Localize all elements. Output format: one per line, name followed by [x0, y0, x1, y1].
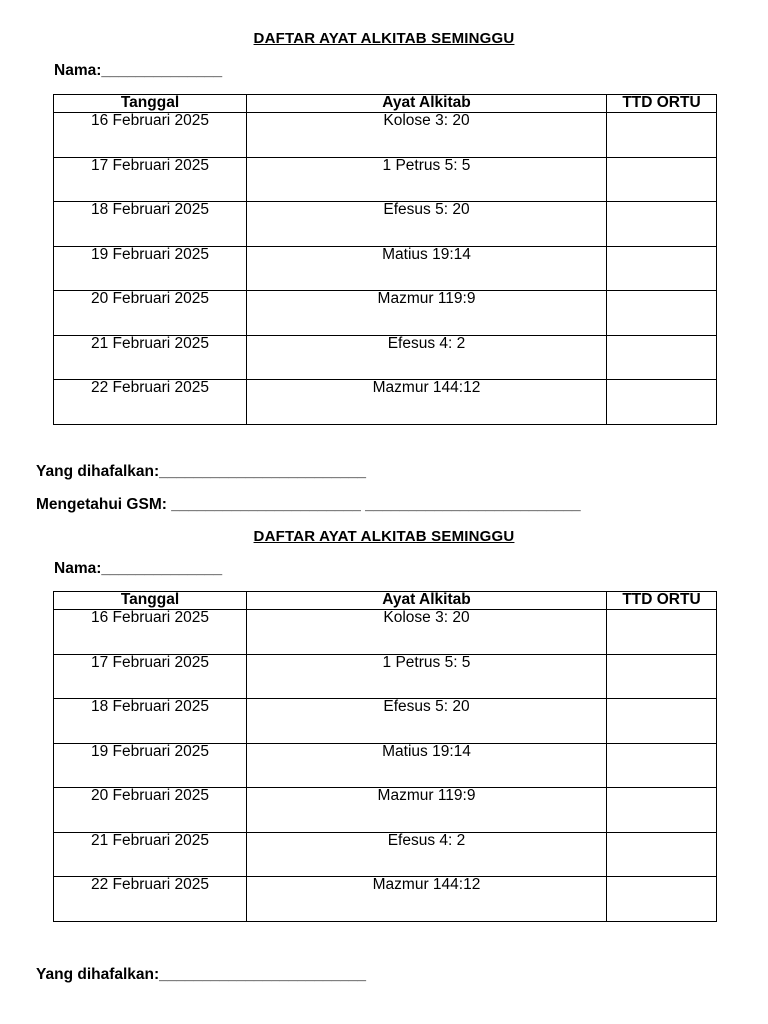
- signature-cell[interactable]: [607, 699, 717, 744]
- signature-cell[interactable]: [607, 877, 717, 922]
- table-header-row: [54, 592, 717, 610]
- column-header-signature: TTD ORTU: [607, 592, 717, 610]
- verse-table: [53, 94, 717, 425]
- date-cell: 17 Februari 2025: [54, 157, 247, 202]
- verse-cell: Efesus 5: 20: [247, 202, 607, 247]
- table-row: [54, 610, 717, 655]
- verse-cell: Kolose 3: 20: [247, 113, 607, 158]
- verse-cell: Efesus 4: 2: [247, 832, 607, 877]
- memorized-field-label[interactable]: Yang dihafalkan:________________________: [36, 966, 367, 983]
- verse-cell: Mazmur 119:9: [247, 291, 607, 336]
- signature-cell[interactable]: [607, 246, 717, 291]
- date-cell: 22 Februari 2025: [54, 380, 247, 425]
- verse-cell: 1 Petrus 5: 5: [247, 157, 607, 202]
- signature-cell[interactable]: [607, 832, 717, 877]
- column-header-signature: TTD ORTU: [607, 95, 717, 113]
- date-cell: 21 Februari 2025: [54, 335, 247, 380]
- date-cell: 16 Februari 2025: [54, 610, 247, 655]
- table-row: [54, 157, 717, 202]
- date-cell: 22 Februari 2025: [54, 877, 247, 922]
- verse-cell: Kolose 3: 20: [247, 610, 607, 655]
- signature-cell[interactable]: [607, 610, 717, 655]
- signature-cell[interactable]: [607, 335, 717, 380]
- table-row: [54, 246, 717, 291]
- verse-cell: 1 Petrus 5: 5: [247, 654, 607, 699]
- verse-cell: Mazmur 144:12: [247, 380, 607, 425]
- date-cell: 16 Februari 2025: [54, 113, 247, 158]
- date-cell: 19 Februari 2025: [54, 743, 247, 788]
- table-row: [54, 832, 717, 877]
- table-row: [54, 202, 717, 247]
- verse-table: [53, 591, 717, 922]
- date-cell: 18 Februari 2025: [54, 202, 247, 247]
- name-field-label[interactable]: Nama:______________: [54, 560, 223, 577]
- verse-cell: Mazmur 144:12: [247, 877, 607, 922]
- table-row: [54, 743, 717, 788]
- signature-cell[interactable]: [607, 788, 717, 833]
- date-cell: 20 Februari 2025: [54, 788, 247, 833]
- signature-cell[interactable]: [607, 380, 717, 425]
- verse-cell: Matius 19:14: [247, 246, 607, 291]
- verse-cell: Matius 19:14: [247, 743, 607, 788]
- acknowledged-gsm-field-label[interactable]: Mengetahui GSM: ______________________ _________________________: [36, 496, 581, 513]
- table-row: [54, 113, 717, 158]
- table-row: [54, 877, 717, 922]
- name-field-label[interactable]: Nama:______________: [54, 62, 223, 79]
- date-cell: 20 Februari 2025: [54, 291, 247, 336]
- column-header-verse: Ayat Alkitab: [247, 592, 607, 610]
- signature-cell[interactable]: [607, 157, 717, 202]
- verse-cell: Efesus 5: 20: [247, 699, 607, 744]
- date-cell: 18 Februari 2025: [54, 699, 247, 744]
- date-cell: 19 Februari 2025: [54, 246, 247, 291]
- sheet-title: DAFTAR AYAT ALKITAB SEMINGGU: [253, 30, 515, 47]
- sheet-title: DAFTAR AYAT ALKITAB SEMINGGU: [253, 528, 515, 545]
- verse-cell: Mazmur 119:9: [247, 788, 607, 833]
- table-row: [54, 788, 717, 833]
- table-row: [54, 380, 717, 425]
- column-header-verse: Ayat Alkitab: [247, 95, 607, 113]
- table-row: [54, 335, 717, 380]
- verse-cell: Efesus 4: 2: [247, 335, 607, 380]
- signature-cell[interactable]: [607, 113, 717, 158]
- signature-cell[interactable]: [607, 654, 717, 699]
- memorized-field-label[interactable]: Yang dihafalkan:________________________: [36, 463, 367, 480]
- table-row: [54, 654, 717, 699]
- date-cell: 21 Februari 2025: [54, 832, 247, 877]
- table-row: [54, 699, 717, 744]
- table-header-row: [54, 95, 717, 113]
- column-header-date: Tanggal: [54, 592, 247, 610]
- column-header-date: Tanggal: [54, 95, 247, 113]
- signature-cell[interactable]: [607, 743, 717, 788]
- table-row: [54, 291, 717, 336]
- date-cell: 17 Februari 2025: [54, 654, 247, 699]
- signature-cell[interactable]: [607, 291, 717, 336]
- signature-cell[interactable]: [607, 202, 717, 247]
